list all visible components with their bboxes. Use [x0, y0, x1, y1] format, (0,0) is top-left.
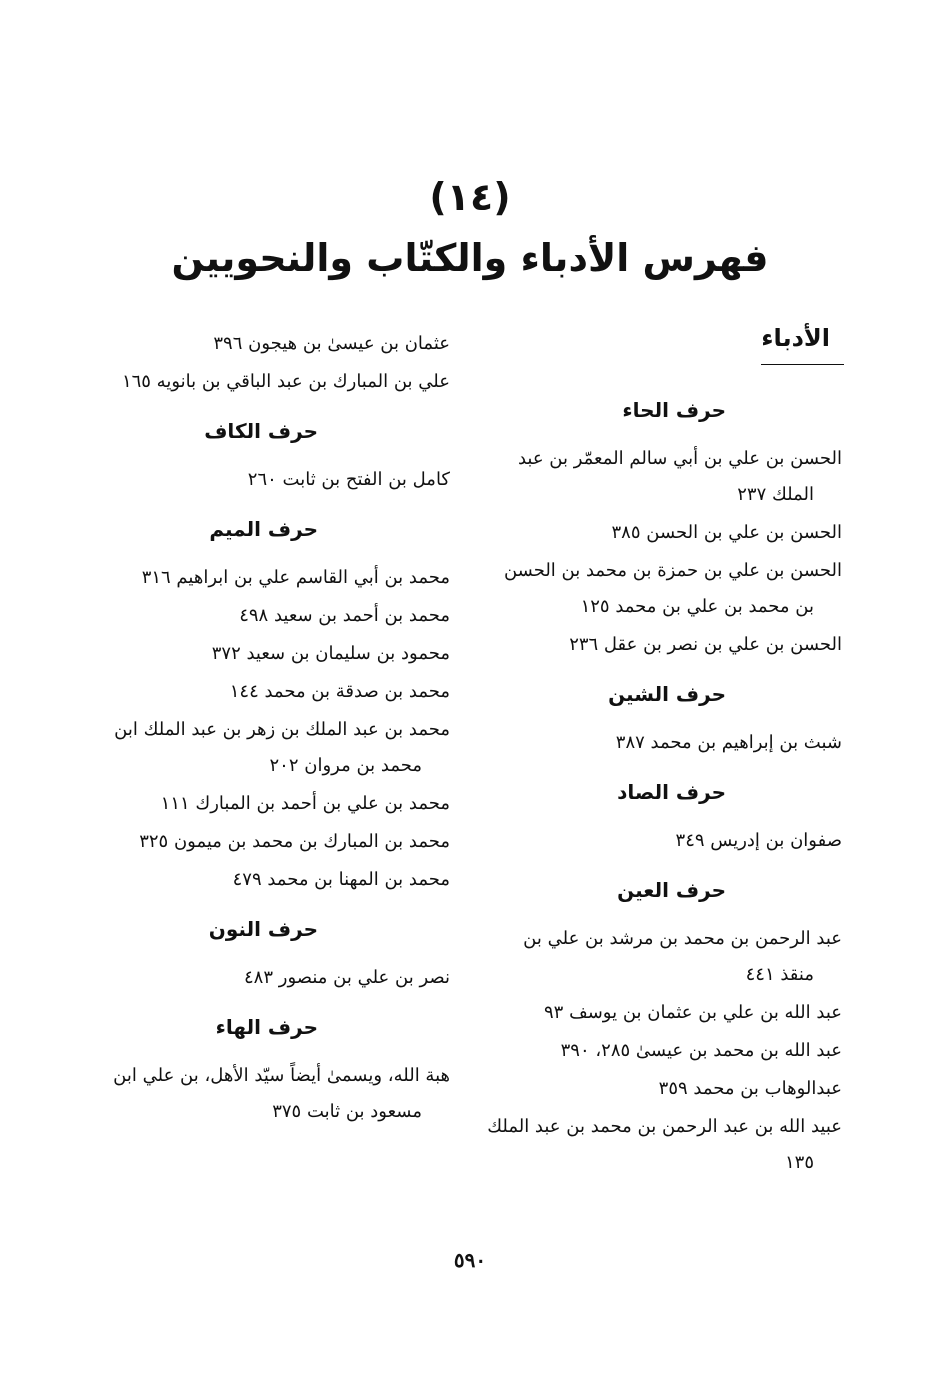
index-entry: الحسن بن علي بن حمزة بن محمد بن الحسن بن محمد بن علي بن محمد ١٢٥ [503, 560, 842, 617]
section-heading: حرف الصاد [617, 780, 726, 804]
index-entry: محمد بن أبي القاسم علي بن ابراهيم ٣١٦ [141, 567, 450, 588]
index-entry: محمود بن سليمان بن سعيد ٣٧٢ [211, 643, 450, 664]
right-column [484, 318, 844, 1195]
index-entry: محمد بن أحمد بن سعيد ٤٩٨ [239, 605, 450, 626]
entry-list [88, 960, 450, 996]
index-number: (١٤) [429, 175, 511, 219]
index-entry: صفوان بن إدريس ٣٤٩ [675, 830, 842, 851]
entry-list [88, 1058, 450, 1130]
left-column [88, 318, 450, 1144]
entry-list [484, 823, 844, 859]
section-heading: حرف الشين [608, 682, 726, 706]
entry-list [88, 462, 450, 498]
index-entry: علي بن المبارك بن عبد الباقي بن بانويه ١٦٥ [121, 371, 450, 392]
section-sheen [484, 677, 844, 761]
index-entry: عبد الله بن محمد بن عيسىٰ ٢٨٥، ٣٩٠ [560, 1040, 842, 1061]
index-entry: الحسن بن علي بن نصر بن عقل ٢٣٦ [569, 634, 842, 655]
section-kaaf [88, 414, 450, 498]
section-heading: حرف العين [617, 878, 726, 902]
index-entry: نصر بن علي بن منصور ٤٨٣ [244, 967, 450, 988]
index-entry: محمد بن عبد الملك بن زهر بن عبد الملك ابن محمد بن مروان ٢٠٢ [114, 719, 450, 776]
section-heading: حرف الميم [209, 517, 318, 541]
section-heading: حرف النون [208, 917, 318, 941]
section-heading: حرف الهاء [215, 1015, 318, 1039]
section-noon [88, 912, 450, 996]
index-entry: محمد بن المهنا بن محمد ٤٧٩ [232, 869, 450, 890]
section-haa [484, 393, 844, 663]
index-entry: محمد بن المبارك بن محمد بن ميمون ٣٢٥ [139, 831, 450, 852]
entry-list [484, 725, 844, 761]
index-entry: عبيد الله بن عبد الرحمن بن محمد بن عبد الملك ١٣٥ [487, 1116, 842, 1173]
index-entry: عبدالوهاب بن محمد ٣٥٩ [658, 1078, 842, 1099]
page-header [0, 172, 940, 288]
index-entry: كامل بن الفتح بن ثابت ٢٦٠ [247, 469, 450, 490]
index-entry: هبة الله، ويسمىٰ أيضاً سيّد الأهل، بن علي ابن مسعود بن ثابت ٣٧٥ [113, 1065, 450, 1122]
index-entry: عبد الرحمن بن محمد بن مرشد بن علي بن منقذ ٤٤١ [523, 928, 842, 985]
section-heading: حرف الكاف [204, 419, 318, 443]
index-entry: عبد الله بن علي بن عثمان بن يوسف ٩٣ [544, 1002, 842, 1023]
index-entry: الحسن بن علي بن أبي سالم المعمّر بن عبد الملك ٢٣٧ [517, 448, 842, 505]
index-entry: عثمان بن عيسىٰ بن هيجون ٣٩٦ [213, 333, 450, 354]
index-entry: الحسن بن علي بن الحسن ٣٨٥ [611, 522, 842, 543]
entry-list [484, 441, 844, 663]
index-entry: محمد بن علي بن أحمد بن المبارك ١١١ [160, 793, 450, 814]
entry-list [484, 921, 844, 1181]
index-entry: محمد بن صدقة بن محمد ١٤٤ [229, 681, 450, 702]
section-heading: حرف الحاء [622, 398, 726, 422]
page-number: ٥٩٠ [453, 1248, 487, 1272]
section-ain [484, 873, 844, 1181]
index-entry: شبث بن إبراهيم بن محمد ٣٨٧ [615, 732, 842, 753]
section-meem [88, 512, 450, 898]
section-haa-2 [88, 1010, 450, 1130]
entry-list [88, 560, 450, 898]
entry-list [88, 326, 450, 400]
page-title: فهرس الأدباء والكتّاب والنحويين [171, 236, 769, 280]
category-title: الأدباء [761, 318, 844, 365]
section-saad [484, 775, 844, 859]
